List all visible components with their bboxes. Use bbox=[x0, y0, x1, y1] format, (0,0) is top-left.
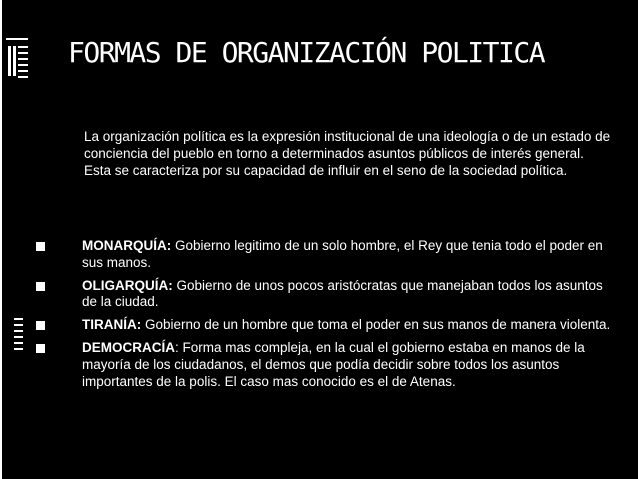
deco-bar bbox=[14, 336, 23, 338]
deco-bar bbox=[8, 46, 11, 76]
sidebar-decoration bbox=[0, 0, 28, 479]
square-bullet-icon bbox=[36, 344, 45, 353]
slide-title: FORMAS DE ORGANIZACIÓN POLITICA bbox=[68, 36, 545, 69]
term-label: MONARQUÍA: bbox=[82, 238, 172, 253]
list-item-tirania bbox=[36, 317, 616, 334]
term-description: Gobierno de un hombre que toma el poder en sus manos de manera violenta. bbox=[141, 317, 611, 333]
term-label: TIRANÍA: bbox=[82, 317, 142, 333]
deco-bar bbox=[18, 76, 28, 78]
deco-bar bbox=[18, 58, 28, 60]
list-item-oligarquia bbox=[36, 278, 616, 312]
deco-bar bbox=[18, 52, 28, 54]
square-bullet-icon bbox=[36, 242, 45, 251]
term-description: Gobierno legitimo de un solo hombre, el Rey que tenia todo el poder en sus manos. bbox=[82, 238, 603, 270]
deco-bar bbox=[18, 70, 28, 72]
list-item-democracia bbox=[36, 340, 616, 390]
deco-bar bbox=[14, 342, 23, 344]
sidebar-line bbox=[0, 0, 2, 479]
deco-bar bbox=[14, 324, 23, 326]
square-bullet-icon bbox=[36, 321, 45, 330]
deco-bar bbox=[14, 348, 23, 350]
deco-bar bbox=[6, 38, 28, 40]
term-description: Gobierno de unos pocos aristócratas que manejaban todos los asuntos de la ciudad. bbox=[82, 277, 603, 310]
deco-bar bbox=[13, 46, 16, 76]
square-bullet-icon bbox=[36, 282, 45, 291]
definition-list bbox=[36, 238, 616, 396]
deco-bar bbox=[18, 64, 28, 66]
deco-bar bbox=[18, 46, 28, 48]
list-item-monarquia bbox=[36, 238, 616, 272]
intro-paragraph: La organización política es la expresión institucional de una ideología o de un estado de conciencia del pueblo en torno a determinados asuntos públicos de interés general. Esta se caracteriza por su capacidad de influir en el seno de la sociedad política. bbox=[84, 129, 611, 178]
deco-bar bbox=[14, 330, 23, 332]
deco-bar bbox=[14, 318, 23, 320]
term-description: : Forma mas compleja, en la cual el gobierno estaba en manos de la mayoría de los ciudadanos, el demos que podía decidir sobre todos los asuntos importantes de la polis. El caso mas conocido es el de Atenas. bbox=[82, 339, 585, 389]
term-label: OLIGARQUÍA: bbox=[82, 277, 173, 293]
term-label: DEMOCRACÍA bbox=[82, 339, 175, 355]
